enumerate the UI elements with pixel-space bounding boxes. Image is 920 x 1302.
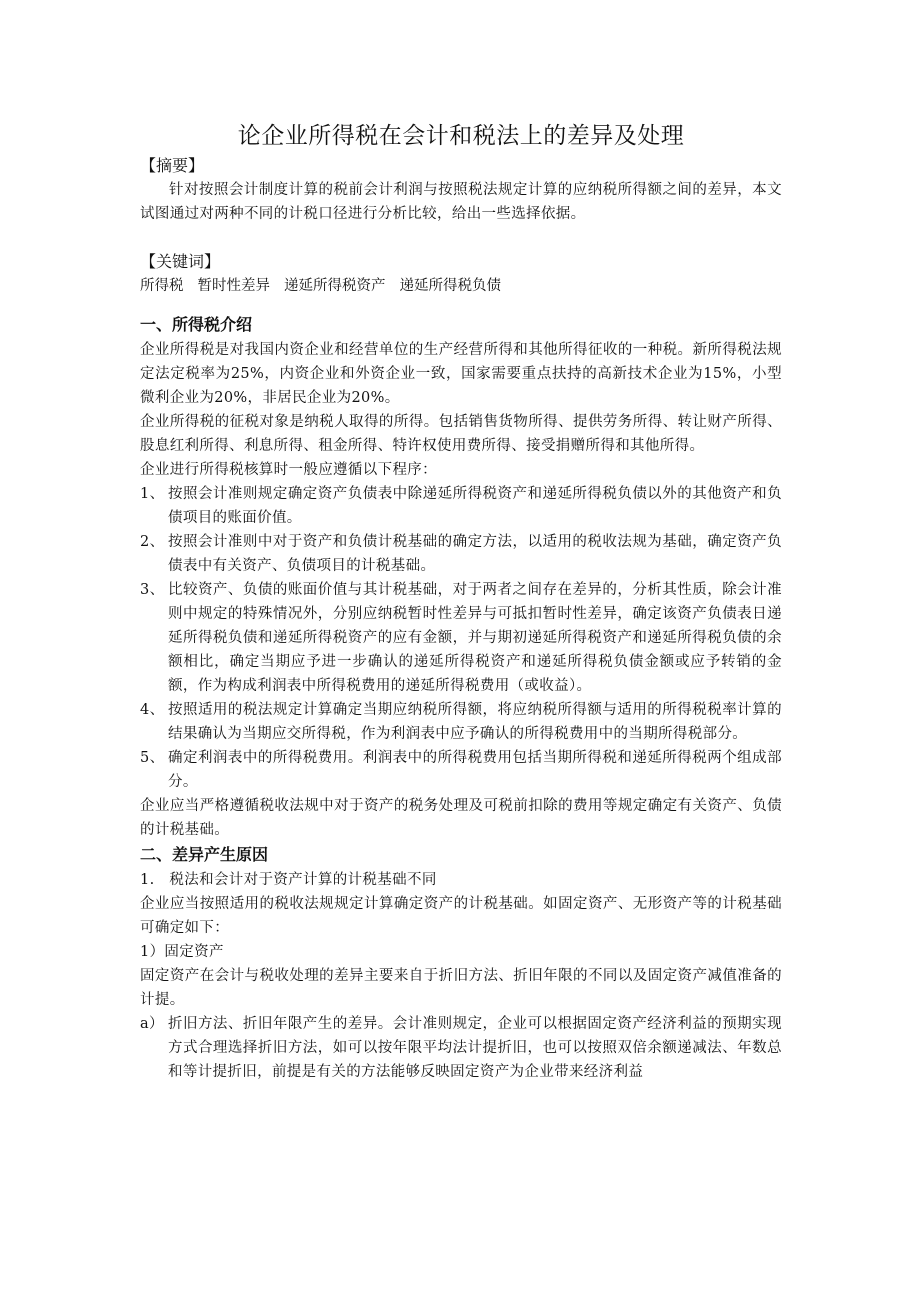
list-item [140,530,782,578]
list-number: 4、 [140,702,165,718]
document-page [140,120,782,1084]
keyword: 所得税 [140,278,184,294]
keyword: 暂时性差异 [197,278,270,294]
spacer [140,226,782,250]
list-text: 按照适用的税法规定计算确定当期应纳税所得额，将应纳税所得额与适用的所得税税率计算的结果确认为当期应交所得税，作为利润表中应予确认的所得税费用中的当期所得税部分。 [168,702,782,742]
abstract-label: 【摘要】 [140,156,205,175]
keyword: 递延所得税资产 [284,278,386,294]
list-text: 比较资产、负债的账面价值与其计税基础，对于两者之间存在差异的，分析其性质，除会计准则中规定的特殊情况外，分别应纳税暂时性差异与可抵扣暂时性差异，确定该资产负债表日递延所得税负债和递延所得税资产的应有金额，并与期初递延所得税资产和递延所得税负债的余额相比，确定当期应予进一步确认的递延所得税资产和递延所得税负债金额或应予转销的金额，作为构成利润表中所得税费用的递延所得税费用（或收益）。 [168,582,782,694]
keyword: 递延所得税负债 [399,278,501,294]
list-number: a） [140,1016,164,1032]
list-item [140,698,782,746]
subsection-heading: 1）固定资产 [140,944,224,960]
paragraph: 固定资产在会计与税收处理的差异主要来自于折旧方法、折旧年限的不同以及固定资产减值准备的计提。 [140,968,782,1008]
section-heading: 一、所得税介绍 [140,315,253,334]
abstract-text: 针对按照会计制度计算的税前会计利润与按照税法规定计算的应纳税所得额之间的差异，本文试图通过对两种不同的计税口径进行分析比较，给出一些选择依据。 [140,182,782,222]
list-text: 折旧方法、折旧年限产生的差异。会计准则规定，企业可以根据固定资产经济利益的预期实现方式合理选择折旧方法，如可以按年限平均法计提折旧，也可以按照双倍余额递减法、年数总和等计提折旧，前提是有关的方法能够反映固定资产为企业带来经济利益 [168,1016,782,1080]
paragraph: 企业所得税是对我国内资企业和经营单位的生产经营所得和其他所得征收的一种税。新所得税法规定法定税率为25%，内资企业和外资企业一致，国家需要重点扶持的高新技术企业为15%，小型微利企业为20%，非居民企业为20%。 [140,342,782,406]
list-number: 2、 [140,534,165,550]
section-heading: 二、差异产生原因 [140,845,269,864]
procedure-list [140,482,782,794]
keywords-label: 【关键词】 [140,252,221,271]
list-text: 按照会计准则中对于资产和负债计税基础的确定方法，以适用的税收法规为基础，确定资产负债表中有关资产、负债项目的计税基础。 [168,534,782,574]
keywords-list [140,274,782,298]
page-title: 论企业所得税在会计和税法上的差异及处理 [237,123,685,149]
list-text: 确定利润表中的所得税费用。利润表中的所得税费用包括当期所得税和递延所得税两个组成部分。 [168,750,782,790]
item-list [140,1012,782,1084]
paragraph: 企业进行所得税核算时一般应遵循以下程序： [140,462,437,478]
paragraph: 企业应当按照适用的税收法规规定计算确定资产的计税基础。如固定资产、无形资产等的计税基础可确定如下： [140,896,782,936]
paragraph: 企业应当严格遵循税收法规中对于资产的税务处理及可税前扣除的费用等规定确定有关资产、负债的计税基础。 [140,798,782,838]
list-item [140,746,782,794]
list-item [140,482,782,530]
list-item [140,578,782,698]
list-number: 3、 [140,582,165,598]
subsection-heading: 1. 税法和会计对于资产计算的计税基础不同 [140,872,437,888]
list-item [140,1012,782,1084]
list-text: 按照会计准则规定确定资产负债表中除递延所得税资产和递延所得税负债以外的其他资产和负债项目的账面价值。 [168,486,782,526]
list-number: 5、 [140,750,165,766]
paragraph: 企业所得税的征税对象是纳税人取得的所得。包括销售货物所得、提供劳务所得、转让财产所得、股息红利所得、利息所得、租金所得、特许权使用费所得、接受捐赠所得和其他所得。 [140,414,782,454]
list-number: 1、 [140,486,165,502]
